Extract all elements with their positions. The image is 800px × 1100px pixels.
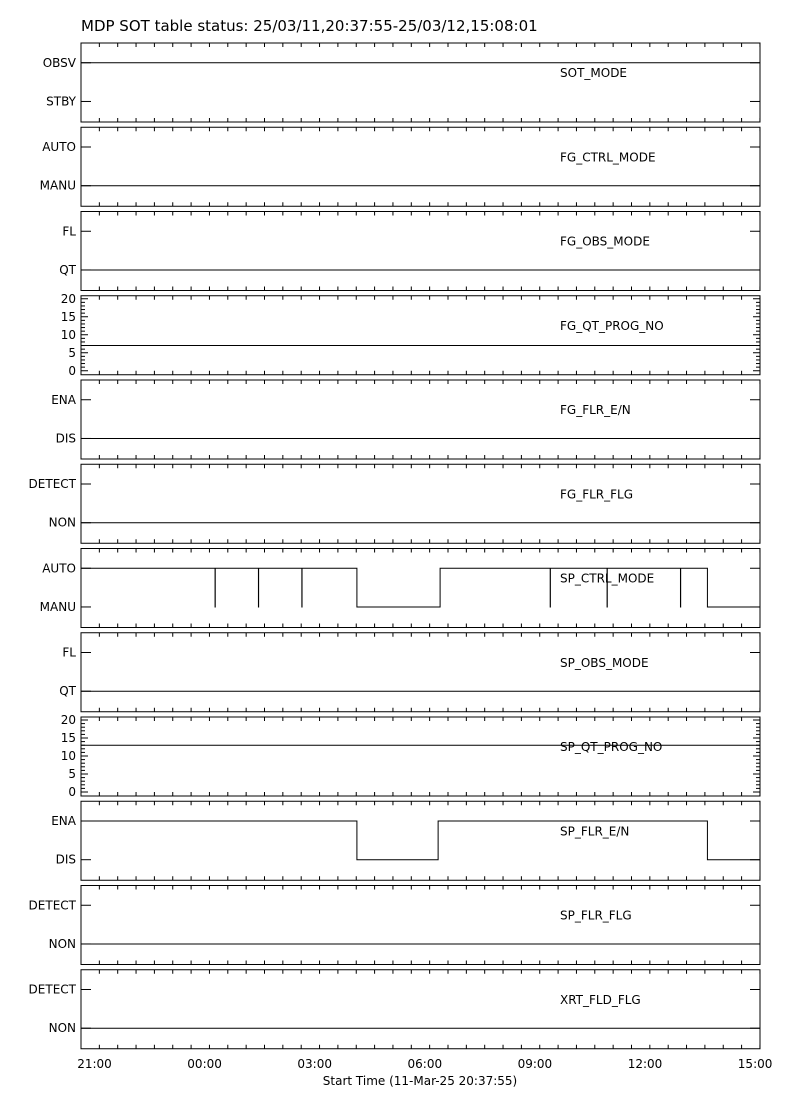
panel-frame [81,380,760,459]
panel-sp-ctrl-mode [40,549,760,628]
x-tick-label: 15:00 [737,1056,773,1071]
panel-name: FG_QT_PROG_NO [560,318,664,333]
panel-frame [81,633,760,712]
status-series-line [81,568,760,607]
y-tick-label: MANU [39,599,76,614]
panel-fg-ctrl-mode [40,127,760,206]
panel-name: SP_OBS_MODE [560,655,649,670]
y-tick-label: DETECT [28,898,76,913]
panel-fg-qt-prog-no [61,292,760,378]
panel-fg-obs-mode [59,212,760,291]
panel-name: SP_FLR_E/N [560,824,630,839]
y-tick-label: DETECT [28,982,76,997]
x-tick-label: 00:00 [187,1056,222,1071]
panel-xrt-fld-flg [29,970,760,1049]
x-axis-label: Start Time (11-Mar-25 20:37:55) [322,1074,518,1088]
y-tick-label: 0 [68,785,76,799]
x-tick-label: 21:00 [77,1056,112,1071]
x-axis [77,1057,772,1071]
y-tick-label: MANU [39,178,76,193]
y-tick-label: 20 [60,713,76,727]
y-tick-label: DETECT [28,477,76,491]
panel-frame [81,801,760,880]
y-tick-label: 15 [60,309,76,324]
panel-fg-flr-e-n [51,380,760,459]
panel-frame [81,886,760,965]
panel-name: SP_QT_PROG_NO [560,740,663,754]
y-tick-label: FL [62,645,76,660]
y-tick-label: 15 [60,731,76,745]
y-tick-label: NON [48,936,76,951]
y-tick-label: 20 [60,291,76,306]
panel-frame [81,464,760,543]
y-tick-label: 10 [60,327,76,342]
panel-sp-obs-mode [59,633,760,712]
panel-name: SP_CTRL_MODE [560,571,655,586]
x-tick-label: 06:00 [407,1056,443,1071]
panel-name: SP_FLR_FLG [560,908,632,923]
y-tick-label: AUTO [42,561,76,576]
y-tick-label: DIS [55,852,76,867]
panel-name: FG_FLR_E/N [560,403,631,417]
y-tick-label: NON [48,515,76,530]
y-tick-label: NON [48,1021,76,1036]
y-tick-label: 10 [60,749,76,763]
y-tick-label: 0 [68,363,76,378]
panel-frame [81,296,760,375]
y-tick-label: OBSV [42,55,76,70]
panel-name: FG_CTRL_MODE [560,150,656,165]
panel-fg-flr-flg [29,464,760,543]
panels-group [29,43,760,1049]
panel-name: SOT_MODE [560,66,628,80]
panel-frame [81,970,760,1049]
y-tick-label: 5 [68,345,76,360]
y-tick-label: AUTO [42,140,76,154]
panel-frame [81,212,760,291]
panel-frame [81,549,760,628]
y-tick-label: DIS [55,431,76,446]
x-tick-label: 03:00 [297,1056,333,1071]
panel-name: FG_OBS_MODE [560,234,650,249]
panel-frame [81,127,760,206]
panel-name: FG_FLR_FLG [560,487,634,502]
x-tick-label: 09:00 [517,1056,553,1071]
panel-name: XRT_FLD_FLG [560,992,641,1007]
x-tick-label: 12:00 [627,1056,663,1071]
panel-sot-mode [43,43,760,122]
panel-sp-flr-e-n [51,801,760,880]
y-tick-label: STBY [46,94,76,109]
y-tick-label: ENA [51,814,76,828]
y-tick-label: ENA [51,392,76,407]
chart-title: MDP SOT table status: 25/03/11,20:37:55-25/03/12,15:08:01 [81,17,538,35]
panel-sp-flr-flg [29,886,760,965]
y-tick-label: QT [59,684,76,699]
panel-sp-qt-prog-no [61,713,760,799]
panel-frame [81,717,760,796]
y-tick-label: QT [59,262,76,277]
panel-frame [81,43,760,122]
y-tick-label: 5 [68,767,76,781]
status-series-line [81,821,760,860]
y-tick-label: FL [62,224,76,239]
